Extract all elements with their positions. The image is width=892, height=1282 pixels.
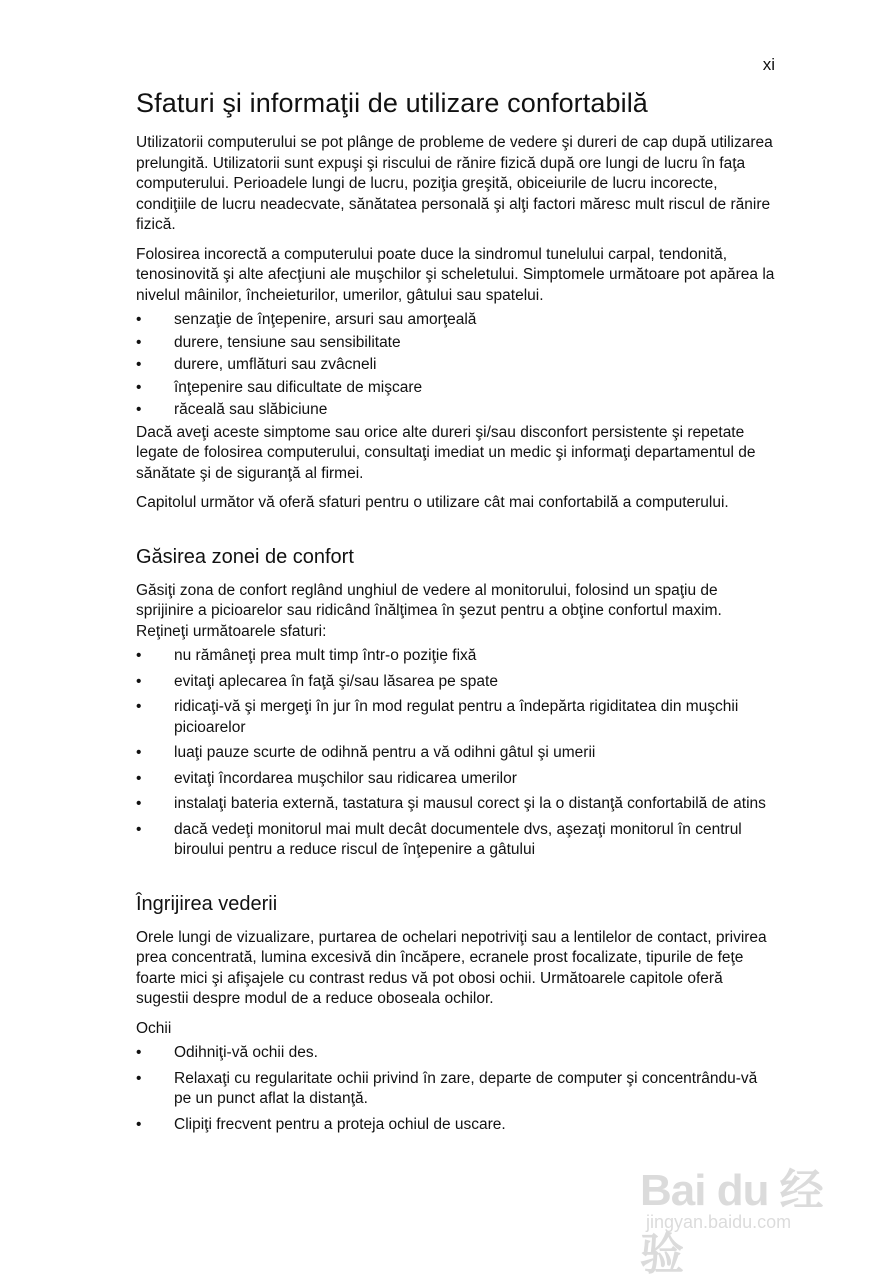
page-number: xi — [762, 55, 775, 74]
vision-paragraph: Orele lungi de vizualizare, purtarea de ochelari nepotriviţi sau a lentilelor de contact, privirea prea concentrată, lumina excesivă din încăpere, ecranele prost focalizate, tipurile de feţe foarte mici şi afişajele cu contrast redus vă pot obosi ochii. Următoarele capitole oferă sugestii despre modul de a reduce oboseala ochilor. — [136, 928, 767, 1007]
bullet-icon: • — [136, 401, 142, 418]
list-item: • dacă vedeţi monitorul mai mult decât documentele dvs, aşezaţi monitorul în centrul biroului pentru a reduce riscul de înţepenire a gâtului — [136, 820, 742, 858]
comfort-tips-list — [136, 646, 776, 861]
list-item: • durere, umflături sau zvâcneli — [136, 355, 776, 376]
list-item: • înţepenire sau dificultate de mişcare — [136, 378, 776, 399]
list-item: • Odihniţi-vă ochii des. — [136, 1043, 776, 1064]
list-item: • Relaxaţi cu regularitate ochii privind în zare, departe de computer şi concentrându-vă pe un punct aflat la distanţă. — [136, 1069, 758, 1107]
intro-paragraph-2: Folosirea incorectă a computerului poate duce la sindromul tunelului carpal, tendonită, tenosinovită şi alte afecţiuni ale muşchilor şi scheletului. Simptomele următoare pot apărea la nivelul mâinilor, încheieturilor, umerilor, gâtului sau spatelui. — [136, 245, 775, 304]
bullet-icon: • — [136, 1069, 142, 1087]
page-title: Sfaturi şi informaţii de utilizare confortabilă — [136, 88, 648, 118]
list-item: • luaţi pauze scurte de odihnă pentru a vă odihni gâtul şi umerii — [136, 743, 776, 764]
bullet-icon: • — [136, 356, 142, 373]
comfort-paragraph: Găsiţi zona de confort reglând unghiul de vedere al monitorului, folosind un spaţiu de sprijinire a picioarelor sau ridicând înălţimea în şezut pentru a obţine confortul maxim. Reţineţi următoarele sfaturi: — [136, 581, 722, 640]
section-heading-vision: Îngrijirea vederii — [136, 892, 278, 915]
list-item: • senzaţie de înţepenire, arsuri sau amorţeală — [136, 310, 776, 331]
bullet-icon: • — [136, 333, 142, 351]
intro-paragraph-1: Utilizatorii computerului se pot plânge de probleme de vedere şi dureri de cap după utilizarea prelungită. Utilizatorii sunt expuşi şi riscului de rănire fizică după ore lungi de lucru în faţa computerului. Perioadele lungi de lucru, poziţia greşită, obiceiurile de lucru incorecte, condiţiile de lucru neadecvate, sănătatea personală şi alţi factori măresc mult riscul de rănire fizică. — [136, 134, 773, 233]
list-item: • durere, tensiune sau sensibilitate — [136, 333, 776, 354]
bullet-icon: • — [136, 795, 142, 812]
list-item: • evitaţi încordarea muşchilor sau ridicarea umerilor — [136, 769, 776, 790]
next-chapter-paragraph: Capitolul următor vă oferă sfaturi pentru o utilizare cât mai confortabilă a computerului. — [136, 494, 729, 511]
eye-tips-list — [136, 1043, 776, 1135]
bullet-icon: • — [136, 672, 142, 690]
list-item: • ridicaţi-vă şi mergeţi în jur în mod regulat pentru a îndepărta rigiditatea din muşchii picioarelor — [136, 698, 739, 736]
list-item: • instalaţi bateria externă, tastatura şi mausul corect şi la o distanţă confortabilă de atins — [136, 794, 776, 815]
watermark-url: jingyan.baidu.com — [646, 1212, 792, 1232]
list-item: • Clipiţi frecvent pentru a proteja ochiul de uscare. — [136, 1115, 776, 1136]
symptoms-advice-paragraph: Dacă aveţi aceste simptome sau orice alte dureri şi/sau disconfort persistente şi repetate legate de folosirea computerului, consultaţi imediat un medic şi informaţi departamentul de sănătate şi de siguranţă al firmei. — [136, 423, 756, 482]
list-item: • răceală sau slăbiciune — [136, 400, 776, 421]
document-body — [136, 88, 776, 1140]
baidu-watermark — [640, 1154, 840, 1279]
list-item: • nu rămâneţi prea mult timp într-o poziţie fixă — [136, 646, 776, 667]
bullet-icon: • — [136, 769, 142, 787]
bullet-icon: • — [136, 744, 142, 761]
bullet-icon: • — [136, 311, 142, 328]
bullet-icon: • — [136, 820, 142, 838]
list-item: • evitaţi aplecarea în faţă şi/sau lăsarea pe spate — [136, 672, 776, 693]
watermark-logo: Bai du 经验 — [640, 1166, 823, 1279]
bullet-icon: • — [136, 1115, 142, 1133]
bullet-icon: • — [136, 698, 142, 715]
eyes-subheading: Ochii — [136, 1019, 172, 1037]
bullet-icon: • — [136, 647, 142, 664]
section-heading-comfort: Găsirea zonei de confort — [136, 545, 354, 568]
bullet-icon: • — [136, 378, 142, 396]
bullet-icon: • — [136, 1044, 142, 1061]
symptoms-list — [136, 310, 776, 421]
